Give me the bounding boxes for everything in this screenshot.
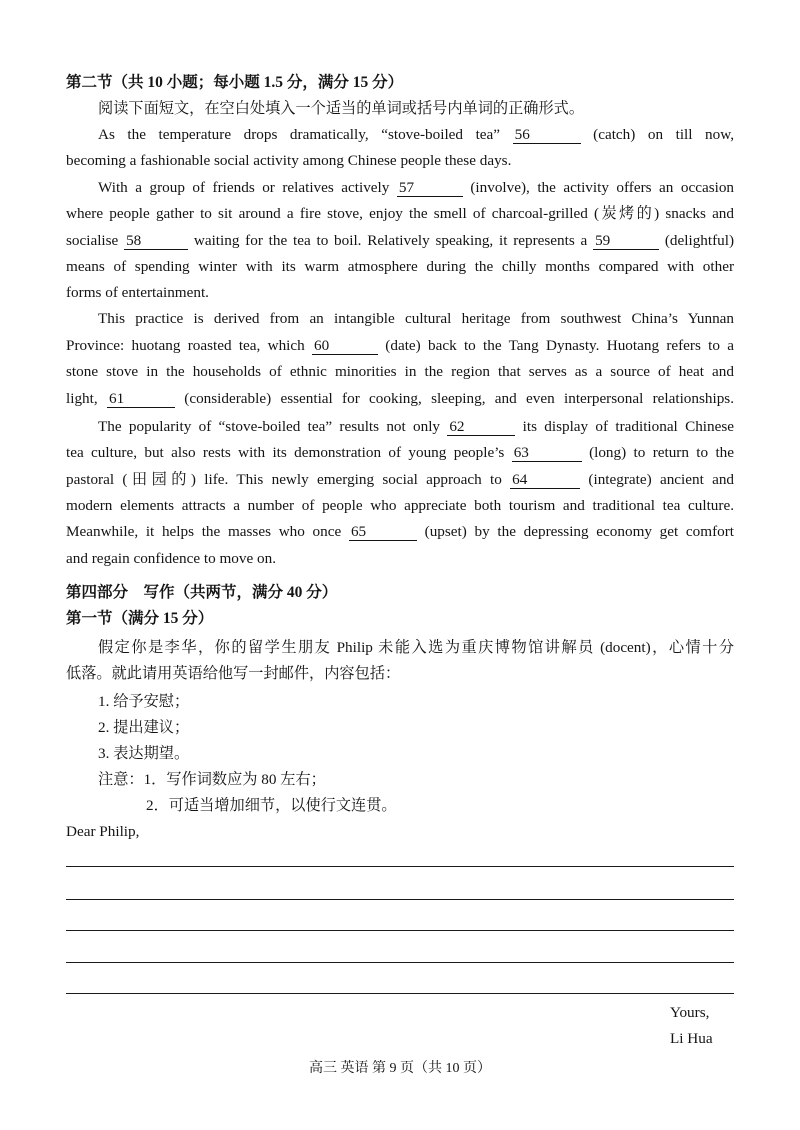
writing-line[interactable]: [66, 930, 734, 931]
text-segment: tea culture, but also rests with its demonstration of young people’s: [66, 444, 505, 461]
prompt-item: 3. 表达期望。: [98, 745, 190, 762]
page-footer: 高三 英语 第 9 页（共 10 页）: [309, 1061, 491, 1076]
passage-line: becoming a fashionable social activity among Chinese people these days.: [66, 152, 512, 169]
blank-64[interactable]: 64: [510, 471, 580, 489]
writing-prompt: 低落。就此请用英语给他写一封邮件，内容包括：: [66, 665, 401, 682]
note-line: 2．可适当增加细节，以使行文连贯。: [146, 797, 397, 814]
prompt-item: 2. 提出建议；: [98, 719, 190, 736]
writing-line[interactable]: [66, 962, 734, 963]
text-segment: (catch) on till now,: [593, 126, 735, 143]
salutation: Dear Philip,: [66, 823, 140, 840]
text-segment: light,: [66, 390, 98, 407]
blank-58[interactable]: 58: [124, 232, 188, 250]
text-segment: waiting for the tea to boil. Relatively speaking, it represents a: [193, 232, 588, 249]
blank-62[interactable]: 62: [447, 418, 515, 436]
passage-line: where people gather to sit around a fire stove, enjoy the smell of charcoal-grilled (炭烤的) snacks and: [66, 205, 734, 222]
blank-61[interactable]: 61: [107, 390, 175, 408]
part4-heading: 第四部分 写作（共两节，满分 40 分）: [66, 584, 338, 601]
text-segment: Province: huotang roasted tea, which: [66, 337, 305, 354]
text-segment: (delightful): [664, 232, 735, 249]
prompt-item: 1. 给予安慰；: [98, 693, 190, 710]
passage-line: modern elements attracts a number of people who appreciate both tourism and traditional tea culture.: [66, 497, 734, 514]
passage-line: [66, 470, 734, 490]
blank-60[interactable]: 60: [312, 337, 378, 355]
blank-63[interactable]: 63: [512, 444, 582, 462]
writing-line[interactable]: [66, 899, 734, 900]
section2-instruction: 阅读下面短文，在空白处填入一个适当的单词或括号内单词的正确形式。: [98, 100, 584, 117]
text-segment: pastoral (田园的) life. This newly emerging social approach to: [66, 471, 502, 488]
closing: Yours,: [670, 1004, 710, 1021]
passage-line: [98, 178, 734, 198]
signature: Li Hua: [670, 1030, 713, 1047]
blank-57[interactable]: 57: [397, 179, 463, 197]
text-segment: socialise: [66, 232, 119, 249]
text-segment: As the temperature drops dramatically, “stove-boiled tea”: [98, 126, 501, 143]
text-segment: Meanwhile, it helps the masses who once: [66, 523, 342, 540]
passage-line: means of spending winter with its warm atmosphere during the chilly months compared with other: [66, 258, 734, 275]
passage-line: forms of entertainment.: [66, 284, 209, 301]
blank-59[interactable]: 59: [593, 232, 659, 250]
passage-line: [98, 417, 734, 437]
passage-line: [98, 125, 734, 145]
passage-line: [66, 389, 734, 409]
passage-line: This practice is derived from an intangible cultural heritage from southwest China’s Yunnan: [98, 310, 734, 327]
passage-line: and regain confidence to move on.: [66, 550, 277, 567]
passage-line: stone stove in the households of ethnic minorities in the region that serves as a source of heat and: [66, 363, 734, 380]
text-segment: its display of traditional Chinese: [522, 418, 734, 435]
section2-heading: 第二节（共 10 小题；每小题 1.5 分，满分 15 分）: [66, 74, 404, 91]
writing-prompt: 假定你是李华，你的留学生朋友 Philip 未能入选为重庆博物馆讲解员 (docent)，心情十分: [98, 639, 734, 656]
text-segment: (involve), the activity offers an occasion: [470, 179, 735, 196]
passage-line: [66, 231, 734, 251]
text-segment: (integrate) ancient and: [588, 471, 735, 488]
passage-line: [66, 522, 734, 542]
text-segment: (date) back to the Tang Dynasty. Huotang refers to a: [385, 337, 734, 354]
blank-65[interactable]: 65: [349, 523, 417, 541]
writing-line[interactable]: [66, 866, 734, 867]
note-line: 注意：1．写作词数应为 80 左右；: [98, 771, 326, 788]
text-segment: (upset) by the depressing economy get comfort: [424, 523, 735, 540]
text-segment: (long) to return to the: [589, 444, 735, 461]
writing-line[interactable]: [66, 993, 734, 994]
text-segment: With a group of friends or relatives actively: [98, 179, 390, 196]
passage-line: [66, 336, 734, 356]
passage-line: [66, 443, 734, 463]
blank-56[interactable]: 56: [513, 126, 581, 144]
part4-subheading: 第一节（满分 15 分）: [66, 610, 214, 627]
text-segment: The popularity of “stove-boiled tea” results not only: [98, 418, 441, 435]
text-segment: (considerable) essential for cooking, sleeping, and even interpersonal relationships.: [184, 390, 735, 407]
